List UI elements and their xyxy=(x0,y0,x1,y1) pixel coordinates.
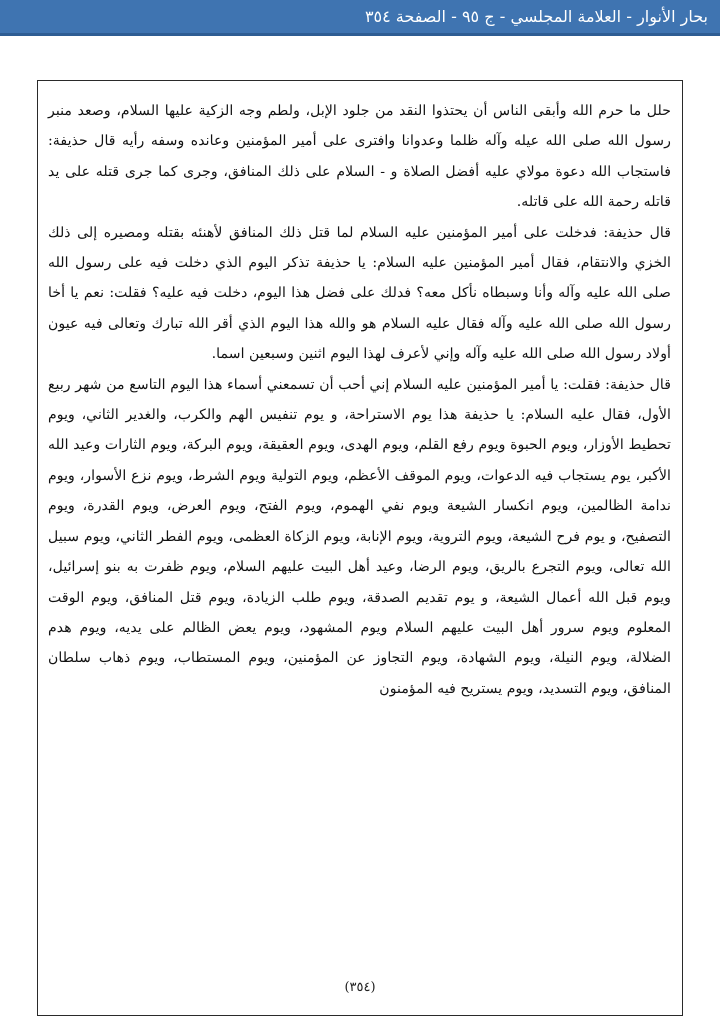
paragraph: حلل ما حرم الله وأبقى الناس أن يحتذوا النقد من جلود الإبل، ولطم وجه الزكية عليها السلام، وصعد منبر رسول الله صلى الله عيله وآله ظلما وعدوانا وافترى على أمير المؤمنين وعانده وسفه رأيه قال حذيفة: فاستجاب الله دعوة مولاي عليه أفضل الصلاة و - السلام على ذلك المنافق، وجرى كما جرى قتله على يد قاتله رحمة الله على قاتله. xyxy=(48,103,671,211)
book-title: بحار الأنوار - العلامة المجلسي - ج ٩٥ - الصفحة ٣٥٤ xyxy=(364,7,708,26)
page-number: (٣٥٤) xyxy=(344,980,376,995)
paragraph: قال حذيفة: فدخلت على أمير المؤمنين عليه السلام لما قتل ذلك المنافق لأهنئه بقتله ومصيره إلى ذلك الخزي والانتقام، فقال أمير المؤمنين عليه السلام: يا حذيفة تذكر اليوم الذي دخلت فيه على رسول الله صلى الله عليه وآله وأنا وسبطاه نأكل معه؟ فدلك على فضل هذا اليوم، دخلت فيه عليه؟ فقلت: نعم يا أخا رسول الله صلى الله عليه وآله فقال عليه السلام هو والله هذا اليوم الذي أقر الله تبارك وتعالى فيه عيون أولاد رسول الله صلى الله عليه وآله وإني لأعرف لهذا اليوم اثنين وسبعين اسما. xyxy=(48,224,671,363)
page-body xyxy=(48,96,671,704)
paragraph: قال حذيفة: فقلت: يا أمير المؤمنين عليه السلام إني أحب أن تسمعني أسماء هذا اليوم التاسع من شهر ربيع الأول، فقال عليه السلام: يا حذيفة هذا يوم الاستراحة، و يوم تنفيس الهم والكرب، والغدير الثاني، ويوم تحطيط الأوزار، ويوم الحبوة ويوم رفع القلم، ويوم الهدى، ويوم العقيقة، ويوم البركة، ويوم الثارات وعيد الله الأكبر، يوم يستجاب فيه الدعوات، ويوم الموقف الأعظم، ويوم التولية ويوم الشرط، ويوم نزع الأسوار، ويوم ندامة الظالمين، ويوم انكسار الشيعة ويوم نفي الهموم، ويوم الفتح، ويوم العرض، ويوم القدرة، ويوم التصفيح، و يوم فرح الشيعة، ويوم التروية، ويوم الإنابة، ويوم الزكاة العظمى، ويوم الفطر الثاني، ويوم سبيل الله تعالى، ويوم التجرع بالريق، ويوم الرضا، وعيد أهل البيت عليهم السلام، ويوم ظفرت به بنو إسرائيل، ويوم قبل الله أعمال الشيعة، و يوم تقديم الصدقة، ويوم طلب الزيادة، ويوم قتل المنافق، ويوم الوقت المعلوم ويوم سرور أهل البيت عليهم السلام ويوم المشهود، ويوم يعض الظالم على يديه، ويوم هدم الضلالة، ويوم النيلة، ويوم الشهادة، ويوم التجاوز عن المؤمنين، ويوم المستطاب، ويوم ذهاب سلطان المنافق، ويوم التسديد، ويوم يستريح فيه المؤمنون xyxy=(48,376,671,697)
header-bar xyxy=(0,0,720,36)
